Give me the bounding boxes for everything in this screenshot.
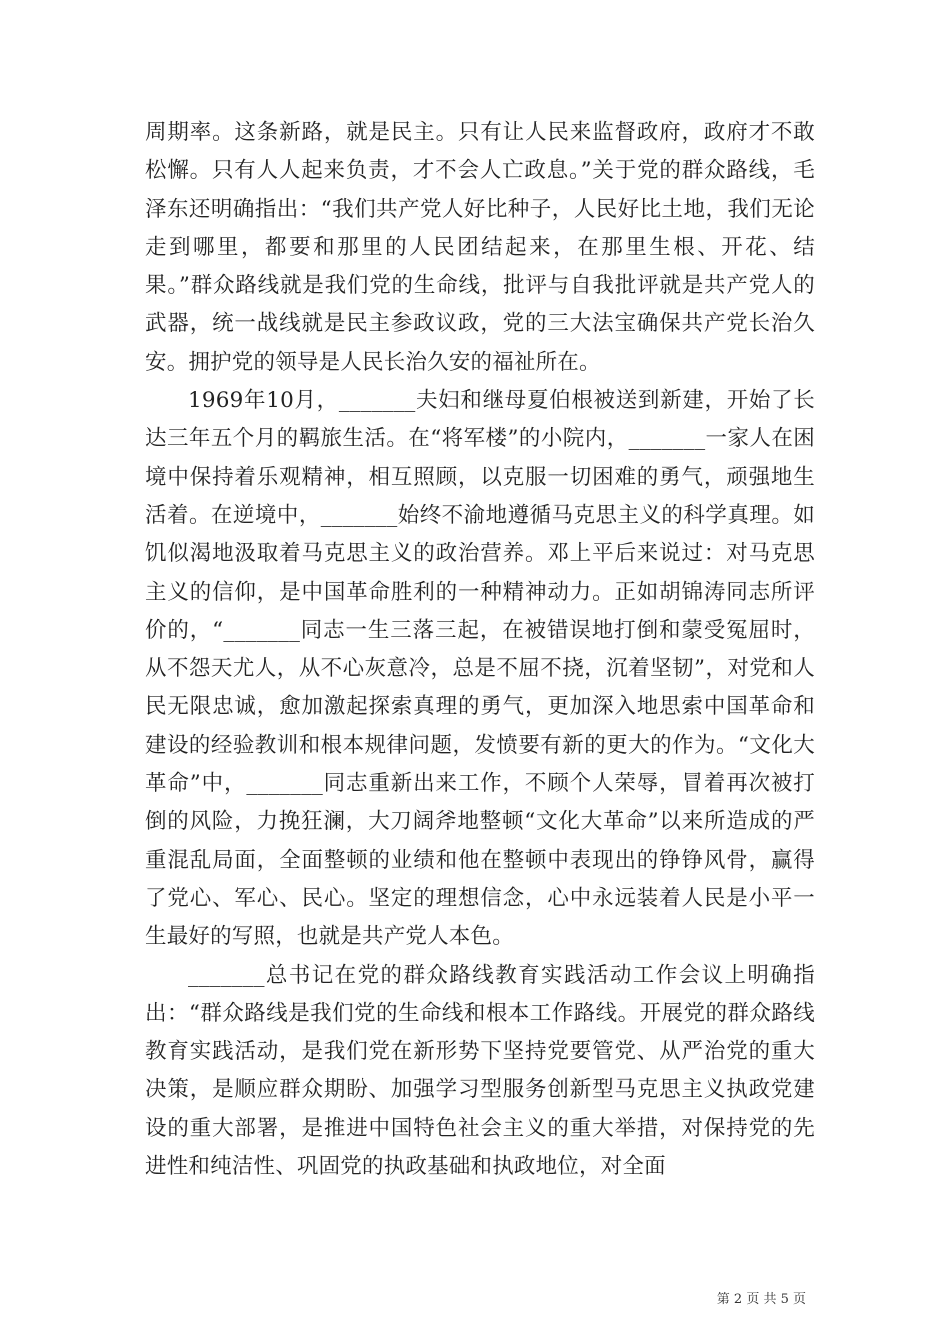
paragraph-continued: 周期率。这条新路，就是民主。只有让人民来监督政府，政府才不敢松懈。只有人人起来负责，才不会人亡政息。”关于党的群众路线，毛泽东还明确指出：“我们共产党人好比种子，人民好比土地，我们无论走到哪里，都要和那里的人民团结起来，在那里生根、开花、结果。”群众路线就是我们党的生命线，批评与自我批评就是共产党人的武器，统一战线就是民主参政议政，党的三大法宝确保共产党长治久安。拥护党的领导是人民长治久安的福祉所在。 bbox=[145, 120, 815, 375]
paragraph: _______总书记在党的群众路线教育实践活动工作会议上明确指出：“群众路线是我们党的生命线和根本工作路线。开展党的群众路线教育实践活动，是我们党在新形势下坚持党要管党、从严治党的重大决策，是顺应群众期盼、加强学习型服务创新型马克思主义执政党建设的重大部署，是推进中国特色社会主义的重大举措，对保持党的先进性和纯洁性、巩固党的执政基础和执政地位，对全面 bbox=[145, 962, 815, 1180]
page-number: 第 2 页 共 5 页 bbox=[716, 1292, 806, 1307]
document-body bbox=[145, 114, 815, 1186]
paragraph: 1969年10月，_______夫妇和继母夏伯根被送到新建，开始了长达三年五个月的羁旅生活。在“将军楼”的小院内，_______一家人在困境中保持着乐观精神，相互照顾，以克服一切困难的勇气，顽强地生活着。在逆境中，_______始终不渝地遵循马克思主义的科学真理。如饥似渴地汲取着马克思主义的政治营养。邓上平后来说过：对马克思主义的信仰，是中国革命胜利的一种精神动力。正如胡锦涛同志所评价的，“_______同志一生三落三起，在被错误地打倒和蒙受冤屈时，从不怨天尤人，从不心灰意冷，总是不屈不挠，沉着坚韧”，对党和人民无限忠诚，愈加激起探索真理的勇气，更加深入地思索中国革命和建设的经验教训和根本规律问题，发愤要有新的更大的作为。“文化大革命”中，_______同志重新出来工作，不顾个人荣辱，冒着再次被打倒的风险，力挽狂澜，大刀阔斧地整顿“文化大革命”以来所造成的严重混乱局面，全面整顿的业绩和他在整顿中表现出的铮铮风骨，赢得了党心、军心、民心。坚定的理想信念，心中永远装着人民是小平一生最好的写照，也就是共产党人本色。 bbox=[145, 388, 815, 950]
